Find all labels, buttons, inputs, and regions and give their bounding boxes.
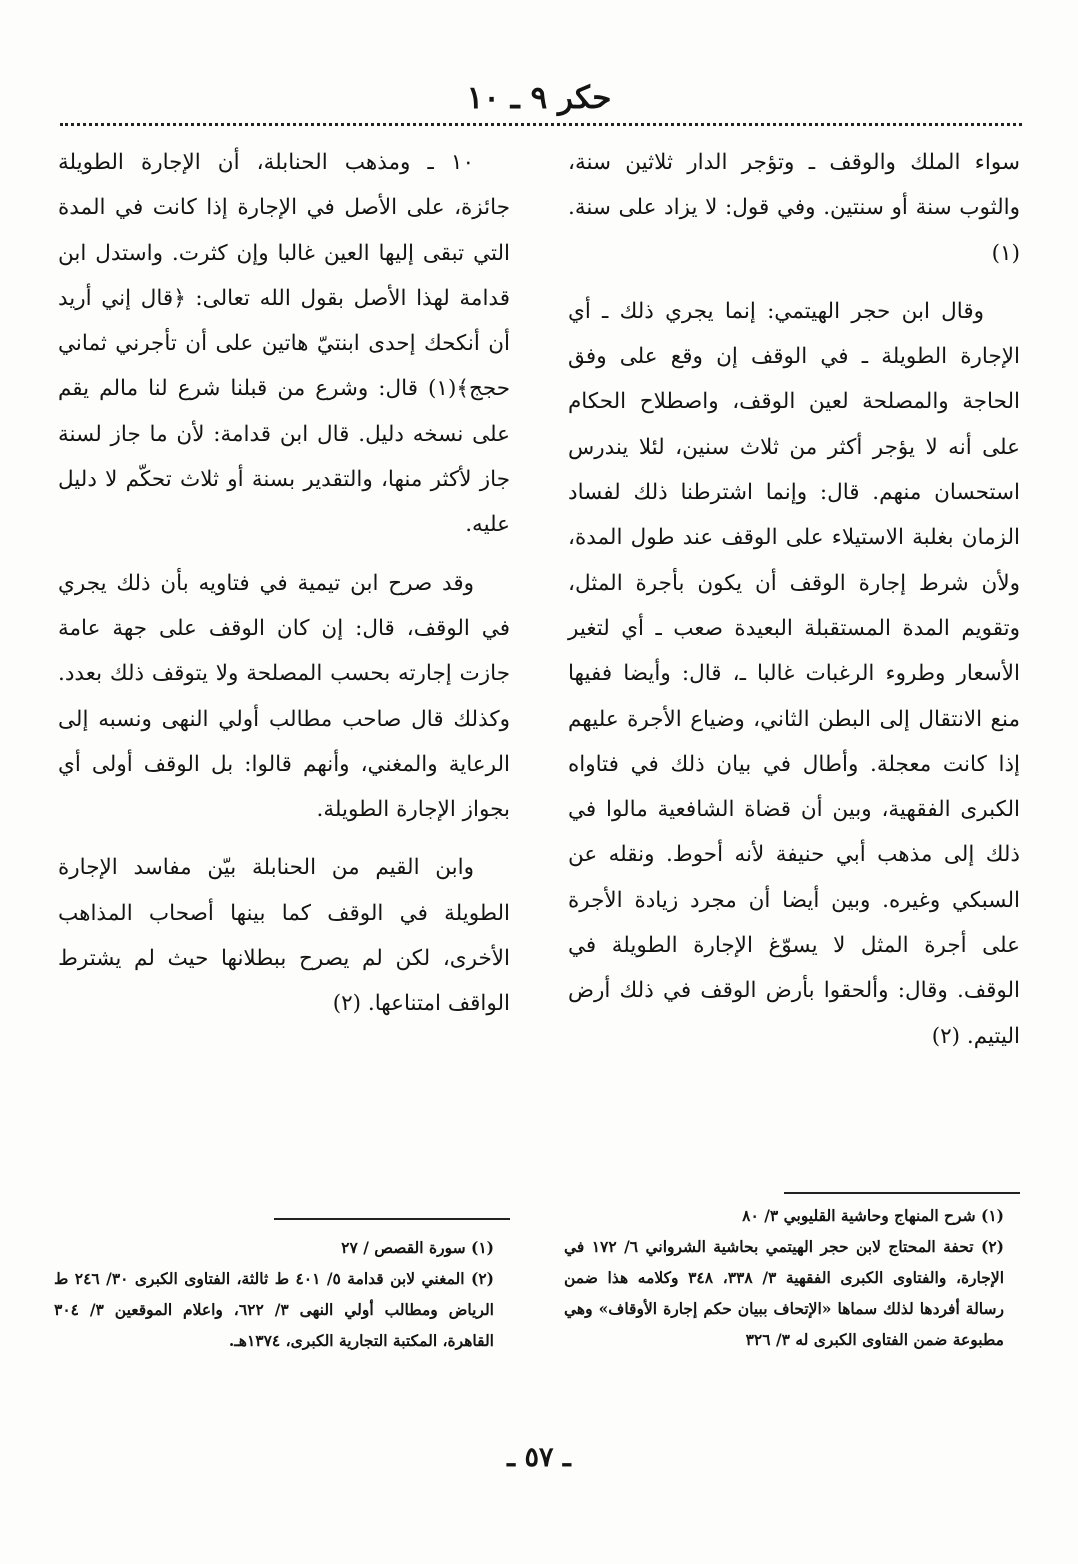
left-footnotes	[54, 1232, 494, 1356]
footnote	[54, 1263, 494, 1356]
page-number: ـ ٥٧ ـ	[507, 1442, 571, 1473]
footnote-divider	[784, 1192, 1020, 1194]
paragraph: وقال ابن حجر الهيتمي: إنما يجري ذلك ـ أي الإجارة الطويلة ـ في الوقف إن وقع على وفق الحاجة والمصلحة لعين الوقف، واصطلاح الحكام على أنه لا يؤجر أكثر من ثلاث سنين، لئلا يندرس استحسان منهم. قال: وإنما اشترطنا ذلك لفساد الزمان بغلبة الاستيلاء على الوقف عند طول المدة، ولأن شرط إجارة الوقف أن يكون بأجرة المثل، وتقويم المدة المستقبلة البعيدة صعب ـ أي لتغير الأسعار وطروء الرغبات غالبا ـ، قال: وأيضا ففيها منع الانتقال إلى البطن الثاني، وضياع الأجرة عليهم إذا كانت معجلة. وأطال في بيان ذلك في فتاواه الكبرى الفقهية، وبين أن قضاة الشافعية مالوا في ذلك إلى مذهب أبي حنيفة لأنه أحوط. ونقله عن السبكي وغيره. وبين أيضا أن مجرد زيادة الأجرة على أجرة المثل لا يسوّغ الإجارة الطويلة في الوقف. وقال: وألحقوا بأرض الوقف في ذلك أرض اليتيم. (٢)	[568, 298, 1020, 1049]
footnote	[564, 1200, 1004, 1231]
footnote-marker: (١)	[470, 1238, 494, 1257]
footnote-text: سورة القصص / ٢٧	[341, 1238, 466, 1257]
footnote-marker: (١)	[980, 1206, 1004, 1225]
left-column	[58, 140, 510, 1027]
footnote-marker: (٢)	[980, 1237, 1004, 1256]
footnote-text: شرح المنهاج وحاشية القليوبي ٣/ ٨٠	[742, 1206, 976, 1225]
footnote	[54, 1232, 494, 1263]
header-dotted-divider	[60, 123, 1022, 126]
right-footnotes	[564, 1200, 1004, 1355]
right-column	[568, 140, 1020, 1059]
paragraph: وابن القيم من الحنابلة بيّن مفاسد الإجارة الطويلة في الوقف كما بينها أصحاب المذاهب الأخرى، لكن لم يصرح ببطلانها حيث لم يشترط الواقف امتناعها. (٢)	[58, 855, 510, 1017]
paragraph: ١٠ ـ ومذهب الحنابلة، أن الإجارة الطويلة جائزة، على الأصل في الإجارة إذا كانت في المدة التي تبقى إليها العين غالبا وإن كثرت. واستدل ابن قدامة لهذا الأصل بقول الله تعالى: ﴿قال إني أريد أن أنكحك إحدى ابنتيّ هاتين على أن تأجرني ثماني حجج﴾(١) قال: وشرع من قبلنا شرع لنا مالم يقم على نسخه دليل. قال ابن قدامة: لأن ما جاز لسنة جاز لأكثر منها، والتقدير بسنة أو ثلاث تحكّم لا دليل عليه.	[58, 150, 510, 538]
page-header-title: حكر ٩ ـ ١٠	[466, 80, 612, 116]
footnote-divider	[274, 1218, 510, 1220]
footnote-text: المغني لابن قدامة ٥/ ٤٠١ ط ثالثة، الفتاوى الكبرى ٣٠/ ٢٤٦ ط الرياض ومطالب أولي النهى ٣/ ٦٢٢، واعلام الموقعين ٣/ ٣٠٤ القاهرة، المكتبة التجارية الكبرى، ١٣٧٤هـ.	[54, 1269, 494, 1350]
footnote-marker: (٢)	[470, 1269, 494, 1288]
footnote-text: تحفة المحتاج لابن حجر الهيتمي بحاشية الشرواني ٦/ ١٧٢ في الإجارة، والفتاوى الكبرى الفقهية ٣/ ٣٣٨، ٣٤٨ وكلامه هذا ضمن رسالة أفردها لذلك سماها «الإتحاف ببيان حكم إجارة الأوقاف» وهي مطبوعة ضمن الفتاوى الكبرى له ٣/ ٣٢٦	[564, 1237, 1004, 1349]
footnote	[564, 1231, 1004, 1355]
paragraph: سواء الملك والوقف ـ وتؤجر الدار ثلاثين سنة، والثوب سنة أو سنتين. وفي قول: لا يزاد على سنة. (١)	[568, 150, 1020, 266]
paragraph: وقد صرح ابن تيمية في فتاويه بأن ذلك يجري في الوقف، قال: إن كان الوقف على جهة عامة جازت إجارته بحسب المصلحة ولا يتوقف ذلك بعدد. وكذلك قال صاحب مطالب أولي النهى ونسبه إلى الرعاية والمغني، وأنهم قالوا: بل الوقف أولى أي بجواز الإجارة الطويلة.	[58, 570, 510, 823]
